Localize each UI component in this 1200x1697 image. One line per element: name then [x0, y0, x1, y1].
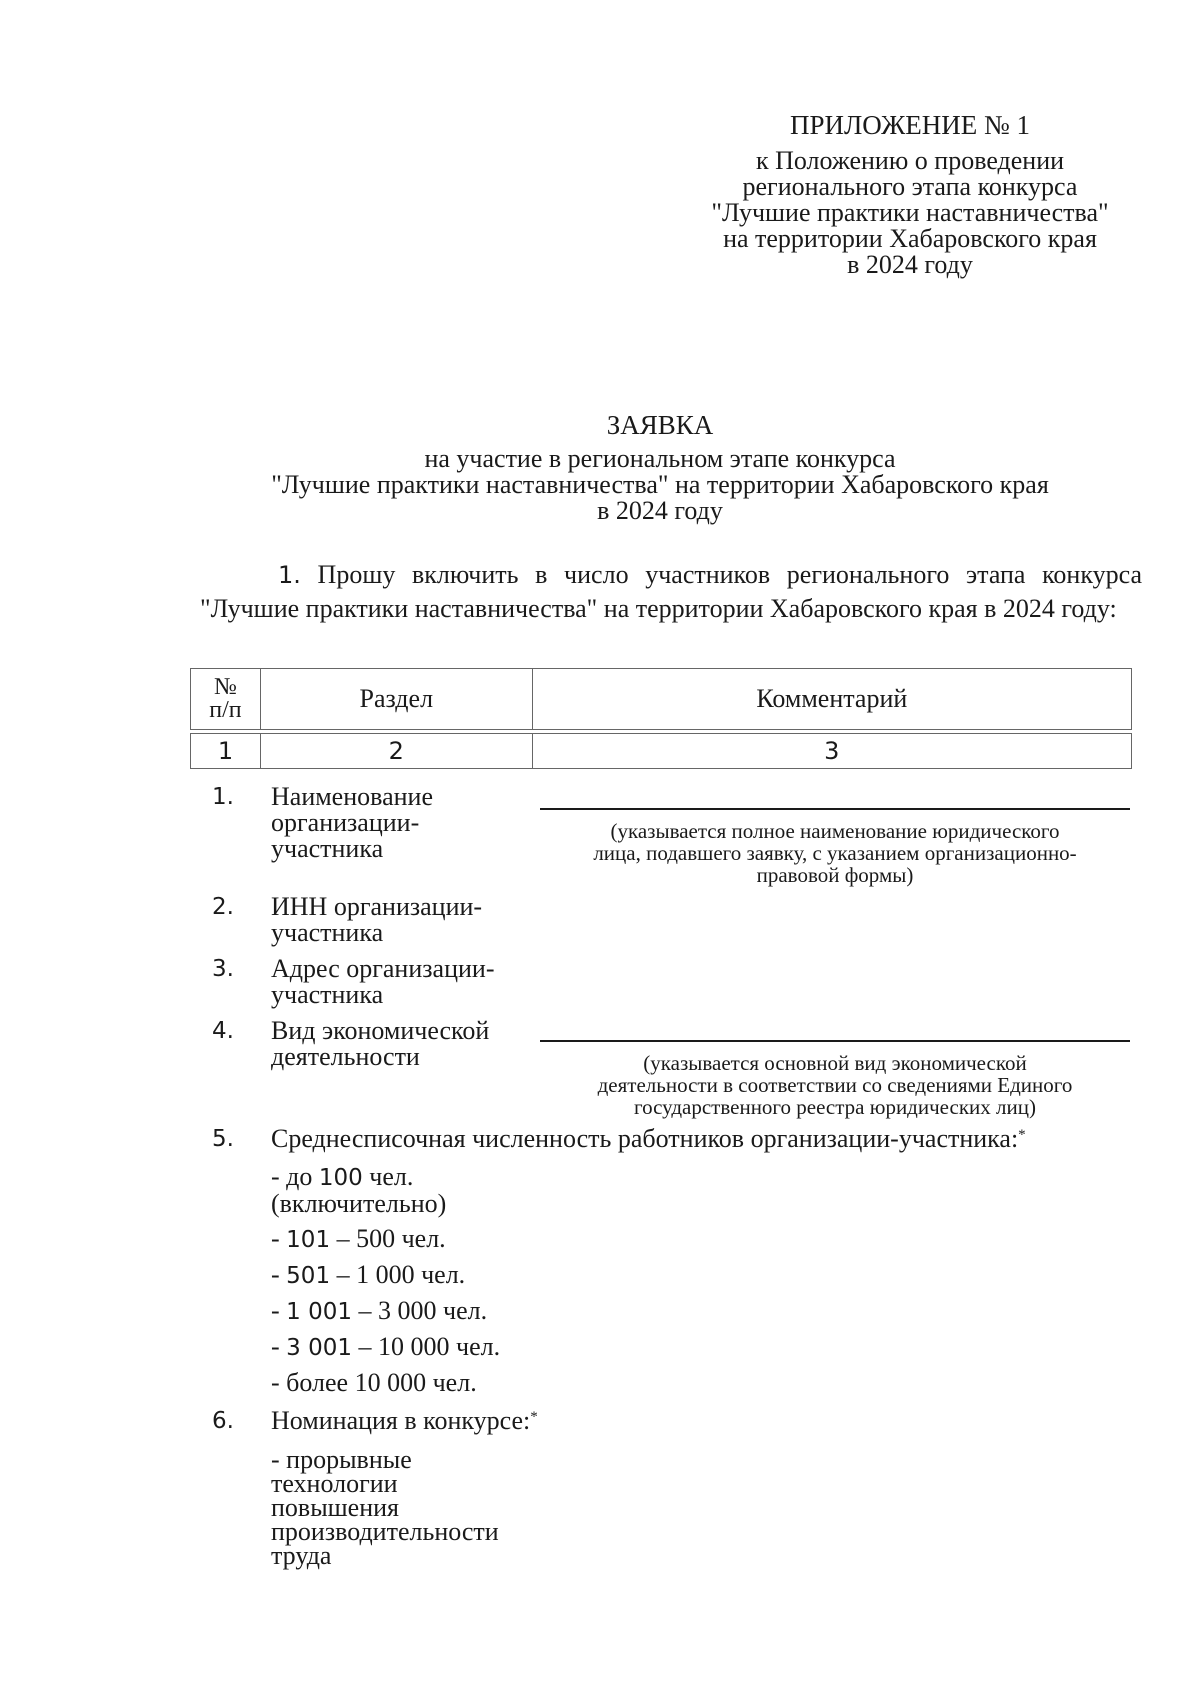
option-line: труда — [271, 1541, 332, 1570]
headcount-option[interactable] — [271, 1370, 571, 1396]
intro-text: Прошу включить в число участников регионального этапа конкурса "Лучшие практики наставничества" на территории Хабаровского края в 2024 году: — [200, 560, 1142, 623]
option-line: - прорывные — [271, 1445, 412, 1474]
row-label-address — [271, 956, 541, 1008]
row-number: 4. — [212, 1018, 234, 1044]
option-line: повышения — [271, 1493, 400, 1522]
headcount-option[interactable] — [271, 1298, 571, 1325]
label-line: Адрес организации- — [271, 954, 495, 983]
header-cell-number — [191, 669, 261, 730]
title-line: "Лучшие практики наставничества" на территории Хабаровского края — [271, 470, 1049, 499]
column-number: 1 — [191, 734, 261, 769]
title-line: на участие в региональном этапе конкурса — [424, 444, 896, 473]
appendix-line: регионального этапа конкурса — [742, 172, 1078, 201]
headcount-option[interactable] — [271, 1262, 571, 1289]
option-suffix: чел. — [426, 1368, 477, 1397]
row-label-organization-name — [271, 784, 541, 862]
option-prefix: - — [271, 1260, 287, 1289]
option-number: 10 000 — [354, 1368, 427, 1397]
option-number: 101 — [286, 1227, 331, 1253]
row-number: 3. — [212, 956, 234, 982]
organization-name-fill-line[interactable] — [540, 808, 1130, 810]
label-line: ИНН организации- — [271, 892, 483, 921]
option-suffix: – 500 чел. — [330, 1224, 446, 1253]
option-line: производительности — [271, 1517, 499, 1546]
row-number: 5. — [212, 1126, 234, 1152]
option-line: технологии — [271, 1469, 398, 1498]
option-number: 1 001 — [286, 1299, 353, 1325]
label-line: Вид экономической — [271, 1016, 490, 1045]
row-number: 1. — [212, 784, 234, 810]
organization-name-hint — [540, 820, 1130, 886]
header-cell-comment: Комментарий — [532, 669, 1131, 730]
row-label-headcount — [271, 1126, 1151, 1152]
intro-paragraph — [200, 558, 1142, 625]
row-number: 6. — [212, 1408, 234, 1434]
appendix-line: в 2024 году — [847, 250, 973, 279]
header-number-sign: № — [214, 674, 237, 700]
row-label-economic-activity — [271, 1018, 541, 1070]
economic-activity-hint — [540, 1052, 1130, 1118]
headcount-option[interactable] — [271, 1334, 571, 1361]
header-table — [190, 668, 1132, 769]
option-prefix: - — [271, 1224, 287, 1253]
column-numbers-row — [191, 734, 1132, 769]
appendix-line: на территории Хабаровского края — [723, 224, 1097, 253]
asterisk-mark: * — [1018, 1127, 1026, 1143]
hint-line: правовой формы) — [756, 863, 914, 887]
option-suffix: – 3 000 чел. — [352, 1296, 488, 1325]
document-title: ЗАЯВКА — [606, 410, 714, 440]
option-prefix: - — [271, 1332, 287, 1361]
row-label-nomination — [271, 1408, 1151, 1434]
headcount-label-text: Среднесписочная численность работников организации-участника: — [271, 1124, 1019, 1153]
option-prefix: - — [271, 1296, 287, 1325]
nomination-label-text: Номинация в конкурсе: — [271, 1406, 531, 1435]
hint-line: лица, подавшего заявку, с указанием организационно- — [593, 841, 1077, 865]
headcount-option[interactable] — [271, 1226, 571, 1253]
label-line: организации- — [271, 808, 420, 837]
column-number: 3 — [532, 734, 1131, 769]
row-number: 2. — [212, 894, 234, 920]
hint-line: деятельности в соответствии со сведениями Единого — [597, 1073, 1073, 1097]
header-row — [191, 669, 1132, 730]
hint-line: государственного реестра юридических лиц) — [634, 1095, 1036, 1119]
intro-number: 1. — [278, 561, 301, 589]
option-suffix: чел. — [362, 1162, 414, 1191]
title-line: в 2024 году — [597, 496, 723, 525]
nomination-option[interactable] — [271, 1445, 571, 1570]
headcount-option[interactable] — [271, 1164, 571, 1217]
hint-line: (указывается основной вид экономической — [643, 1051, 1027, 1075]
column-number: 2 — [260, 734, 532, 769]
appendix-line: "Лучшие практики наставничества" — [711, 198, 1109, 227]
document-title-block — [200, 408, 1120, 524]
option-suffix: – 1 000 чел. — [330, 1260, 466, 1289]
option-prefix: - более — [271, 1368, 355, 1397]
appendix-header — [700, 108, 1120, 278]
option-line2: (включительно) — [271, 1189, 447, 1218]
row-label-inn — [271, 894, 541, 946]
label-line: участника — [271, 918, 384, 947]
option-number: 501 — [286, 1263, 331, 1289]
hint-line: (указывается полное наименование юридического — [610, 819, 1060, 843]
label-line: участника — [271, 980, 384, 1009]
economic-activity-fill-line[interactable] — [540, 1040, 1130, 1042]
option-number: 100 — [318, 1165, 363, 1191]
option-number: 3 001 — [286, 1335, 353, 1361]
header-cell-section: Раздел — [260, 669, 532, 730]
label-line: Наименование — [271, 782, 433, 811]
appendix-line: к Положению о проведении — [755, 146, 1065, 175]
label-line: деятельности — [271, 1042, 420, 1071]
option-prefix: - до — [271, 1162, 319, 1191]
appendix-title: ПРИЛОЖЕНИЕ № 1 — [789, 110, 1031, 140]
option-suffix: – 10 000 чел. — [352, 1332, 501, 1361]
asterisk-mark: * — [530, 1409, 538, 1425]
header-number-abbr: п/п — [209, 697, 242, 723]
label-line: участника — [271, 834, 384, 863]
